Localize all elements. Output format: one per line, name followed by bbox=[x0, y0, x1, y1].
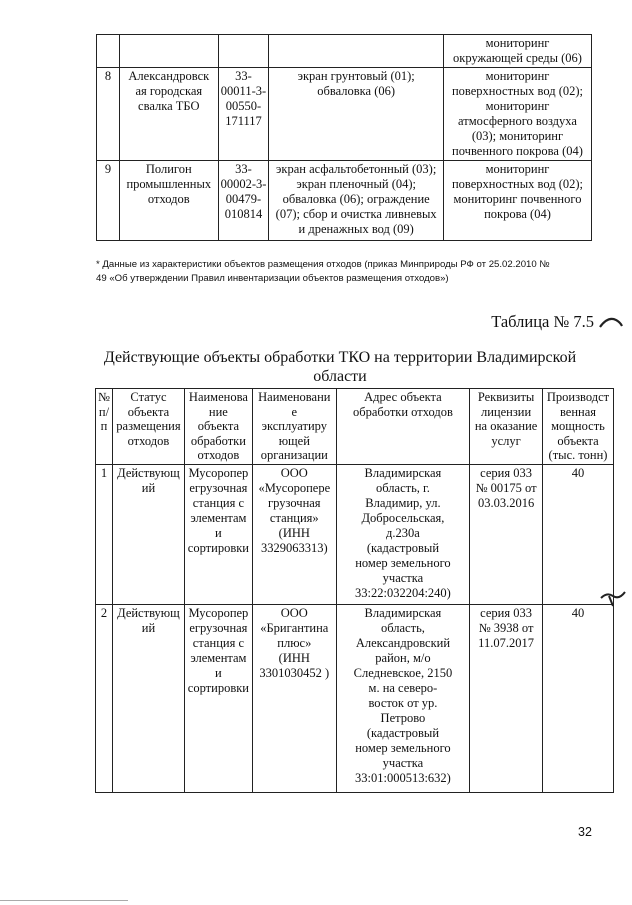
cell-line: восток от ур. bbox=[368, 695, 438, 710]
cell-line: сортировки bbox=[187, 540, 249, 555]
cell-line: Наименова bbox=[188, 390, 248, 404]
cell-line: Мусоропер bbox=[188, 605, 249, 620]
cell-line: мониторинг почвенного bbox=[453, 192, 582, 206]
cell-line: свалка ТБО bbox=[138, 99, 200, 113]
table-row bbox=[97, 68, 592, 161]
cell-line: лицензии bbox=[480, 404, 532, 419]
capacity-cell bbox=[543, 464, 614, 604]
header-capacity bbox=[543, 389, 614, 465]
header-license bbox=[470, 389, 543, 465]
cell-line: район, м/о bbox=[375, 650, 431, 665]
object-name-cell bbox=[184, 464, 252, 604]
site-name-cell bbox=[120, 68, 219, 161]
footer-divider bbox=[0, 900, 128, 901]
cell-line: окружающей среды (06) bbox=[453, 51, 582, 65]
cell-line: 010814 bbox=[224, 207, 263, 221]
cell-line: Мусоропер bbox=[188, 465, 249, 480]
cell-line: объекта bbox=[127, 404, 170, 419]
cell-line: отходов bbox=[147, 192, 190, 206]
object-name-cell bbox=[184, 604, 252, 792]
cell-line: 00550- bbox=[225, 99, 262, 113]
cell-line: п/ bbox=[98, 404, 110, 419]
cell-line: ООО bbox=[280, 605, 308, 620]
header-operator bbox=[252, 389, 336, 465]
cell-line: № 3938 от bbox=[478, 620, 534, 635]
registry-code-cell bbox=[218, 161, 269, 241]
cell-line: Статус bbox=[130, 390, 167, 404]
cell-line: плюс» bbox=[277, 635, 312, 650]
cell-line: (ИНН bbox=[278, 650, 310, 665]
cell-line: на оказание bbox=[474, 419, 538, 433]
cell-line: и дренажных вод (09) bbox=[298, 222, 414, 236]
monitoring-cell bbox=[443, 161, 591, 241]
cell-line: № 00175 от bbox=[475, 480, 537, 495]
cell-line: номер земельного bbox=[355, 740, 451, 755]
pen-mark-icon bbox=[599, 588, 627, 608]
cell-line: элементам bbox=[190, 650, 247, 665]
protection-measures-cell bbox=[269, 35, 444, 68]
header-status bbox=[112, 389, 184, 465]
header-object-name bbox=[184, 389, 252, 465]
cell-line: почвенного покрова (04) bbox=[452, 144, 583, 158]
cell-line: промышленных bbox=[126, 177, 212, 191]
table-label-text: Таблица № 7.5 bbox=[491, 312, 594, 331]
row-number-cell: 2 bbox=[96, 604, 113, 792]
cell-line: Владимирская bbox=[364, 605, 442, 620]
cell-line: станция с bbox=[192, 495, 244, 510]
cell-line: область, bbox=[380, 620, 425, 635]
msw-facilities-table bbox=[95, 388, 614, 793]
cell-line: 40 bbox=[571, 605, 585, 620]
registry-code-cell bbox=[218, 35, 269, 68]
cell-line: 33:22:032204:240) bbox=[355, 585, 451, 600]
status-cell bbox=[112, 464, 184, 604]
cell-line: е bbox=[291, 404, 298, 419]
row-number-cell bbox=[97, 35, 120, 68]
capacity-cell bbox=[543, 604, 614, 792]
cell-line: объекта bbox=[197, 419, 240, 433]
cell-line: Реквизиты bbox=[477, 390, 535, 404]
cell-line: п bbox=[100, 419, 108, 433]
cell-line: венная bbox=[559, 404, 597, 419]
cell-line: Владимир, ул. bbox=[365, 495, 441, 510]
header-number bbox=[96, 389, 113, 465]
cell-line: услуг bbox=[491, 433, 521, 448]
monitoring-cell bbox=[443, 35, 591, 68]
cell-line: Производст bbox=[546, 390, 610, 404]
table-title bbox=[100, 348, 580, 386]
cell-line: Полигон bbox=[145, 162, 192, 176]
cell-line: грузочная bbox=[268, 495, 321, 510]
cell-line: (ИНН bbox=[278, 525, 310, 540]
address-cell bbox=[336, 604, 469, 792]
cell-line: 11.07.2017 bbox=[478, 635, 534, 650]
cell-line: ООО bbox=[280, 465, 308, 480]
cell-line: 00479- bbox=[225, 192, 262, 206]
cell-line: ющей bbox=[278, 433, 310, 448]
cell-line: 3329063313) bbox=[260, 540, 328, 555]
cell-line: (кадастровый bbox=[366, 540, 440, 555]
cell-line: Петрово bbox=[380, 710, 426, 725]
cell-line: Следневское, 2150 bbox=[353, 665, 453, 680]
footnote-line-2: 49 «Об утверждении Правил инвентаризации объектов размещения отходов») bbox=[96, 273, 449, 284]
footnote-line-1: * Данные из характеристики объектов размещения отходов (приказ Минприроды РФ от 25.02.2010 № bbox=[96, 259, 550, 270]
cell-line: ий bbox=[141, 620, 156, 635]
cell-line: 33- bbox=[235, 162, 252, 176]
continued-table bbox=[96, 34, 592, 241]
cell-line: Александровск bbox=[128, 69, 210, 83]
cell-line: участка bbox=[382, 570, 424, 585]
cell-line: Действующ bbox=[117, 605, 180, 620]
cell-line: д.230а bbox=[386, 525, 420, 540]
license-cell bbox=[470, 464, 543, 604]
table-label bbox=[491, 312, 594, 332]
cell-line: Александровский bbox=[355, 635, 451, 650]
operator-cell bbox=[252, 604, 336, 792]
cell-line: экран асфальтобетонный (03); bbox=[276, 162, 437, 176]
license-cell bbox=[470, 604, 543, 792]
cell-line: (07); сбор и очистка ливневых bbox=[275, 207, 437, 221]
cell-line: станция» bbox=[269, 510, 319, 525]
cell-line: мониторинг bbox=[485, 69, 550, 83]
cell-line: «Бригантина bbox=[260, 620, 329, 635]
cell-line: серия 033 bbox=[480, 465, 532, 480]
cell-line: мощность bbox=[551, 419, 605, 433]
row-number-cell: 8 bbox=[97, 68, 120, 161]
cell-line: обваловка (06) bbox=[317, 84, 396, 98]
table-header-row bbox=[96, 389, 614, 465]
cell-line: (кадастровый bbox=[366, 725, 440, 740]
cell-line: мониторинг bbox=[485, 162, 550, 176]
cell-line: организации bbox=[260, 448, 328, 462]
header-address bbox=[336, 389, 469, 465]
continued-table-body bbox=[97, 35, 592, 241]
site-name-cell bbox=[120, 35, 219, 68]
cell-line: 3301030452 ) bbox=[259, 665, 330, 680]
table-title-line-2: области bbox=[313, 368, 367, 385]
cell-line: (тыс. тонн) bbox=[548, 448, 608, 462]
row-number-cell: 9 bbox=[97, 161, 120, 241]
cell-line: мониторинг bbox=[485, 36, 550, 50]
cell-line: и bbox=[215, 525, 222, 540]
cell-line: 03.03.2016 bbox=[477, 495, 535, 510]
cell-line: станция с bbox=[192, 635, 244, 650]
cell-line: номер земельного bbox=[355, 555, 451, 570]
cell-line: Адрес объекта bbox=[364, 390, 442, 404]
row-number-cell: 1 bbox=[96, 464, 113, 604]
registry-code-cell bbox=[218, 68, 269, 161]
cell-line: 00011-3- bbox=[220, 84, 267, 98]
cell-line: м. на северо- bbox=[368, 680, 438, 695]
cell-line: атмосферного воздуха bbox=[458, 114, 577, 128]
monitoring-cell bbox=[443, 68, 591, 161]
cell-line: отходов bbox=[127, 433, 170, 448]
footnote bbox=[96, 258, 596, 286]
cell-line: Действующ bbox=[117, 465, 180, 480]
cell-line: размещения bbox=[116, 419, 181, 433]
cell-line: № bbox=[98, 390, 110, 404]
cell-line: Владимирская bbox=[364, 465, 442, 480]
cell-line: 33:01:000513:632) bbox=[355, 770, 451, 785]
cell-line: егрузочная bbox=[189, 480, 248, 495]
cell-line: отходов bbox=[197, 448, 240, 462]
table-row bbox=[96, 604, 614, 792]
cell-line: объекта bbox=[557, 433, 599, 448]
cell-line: егрузочная bbox=[189, 620, 248, 635]
protection-measures-cell bbox=[269, 68, 444, 161]
pen-mark-icon bbox=[598, 314, 624, 330]
cell-line: эксплуатиру bbox=[261, 419, 327, 433]
cell-line: серия 033 bbox=[480, 605, 532, 620]
table-title-line-1: Действующие объекты обработки ТКО на территории Владимирской bbox=[103, 349, 577, 366]
cell-line: покрова (04) bbox=[484, 207, 551, 221]
table-row bbox=[97, 35, 592, 68]
cell-line: ий bbox=[141, 480, 156, 495]
operator-cell bbox=[252, 464, 336, 604]
cell-line: поверхностных вод (02); bbox=[451, 84, 583, 98]
cell-line: 00002-3- bbox=[220, 177, 267, 191]
cell-line: ая городская bbox=[135, 84, 203, 98]
cell-line: Добросельская, bbox=[361, 510, 445, 525]
cell-line: участка bbox=[382, 755, 424, 770]
site-name-cell bbox=[120, 161, 219, 241]
cell-line: сортировки bbox=[187, 680, 249, 695]
cell-line: элементам bbox=[190, 510, 247, 525]
cell-line: обваловка (06); ограждение bbox=[282, 192, 430, 206]
cell-line: Наименовани bbox=[258, 390, 331, 404]
cell-line: и bbox=[215, 665, 222, 680]
table-row bbox=[97, 161, 592, 241]
cell-line: экран пленочный (04); bbox=[296, 177, 416, 191]
cell-line: 40 bbox=[571, 465, 585, 480]
page-number: 32 bbox=[578, 825, 592, 839]
status-cell bbox=[112, 604, 184, 792]
cell-line: экран грунтовый (01); bbox=[297, 69, 415, 83]
cell-line: (03); мониторинг bbox=[471, 129, 564, 143]
msw-facilities-body bbox=[96, 464, 614, 792]
protection-measures-cell bbox=[269, 161, 444, 241]
address-cell bbox=[336, 464, 469, 604]
cell-line: 171117 bbox=[225, 114, 262, 128]
table-row bbox=[96, 464, 614, 604]
cell-line: «Мусоропере bbox=[258, 480, 331, 495]
cell-line: ние bbox=[208, 404, 228, 419]
cell-line: поверхностных вод (02); bbox=[451, 177, 583, 191]
cell-line: обработки отходов bbox=[352, 404, 453, 419]
cell-line: обработки bbox=[190, 433, 246, 448]
cell-line: 33- bbox=[235, 69, 252, 83]
cell-line: мониторинг bbox=[485, 99, 550, 113]
cell-line: область, г. bbox=[375, 480, 430, 495]
